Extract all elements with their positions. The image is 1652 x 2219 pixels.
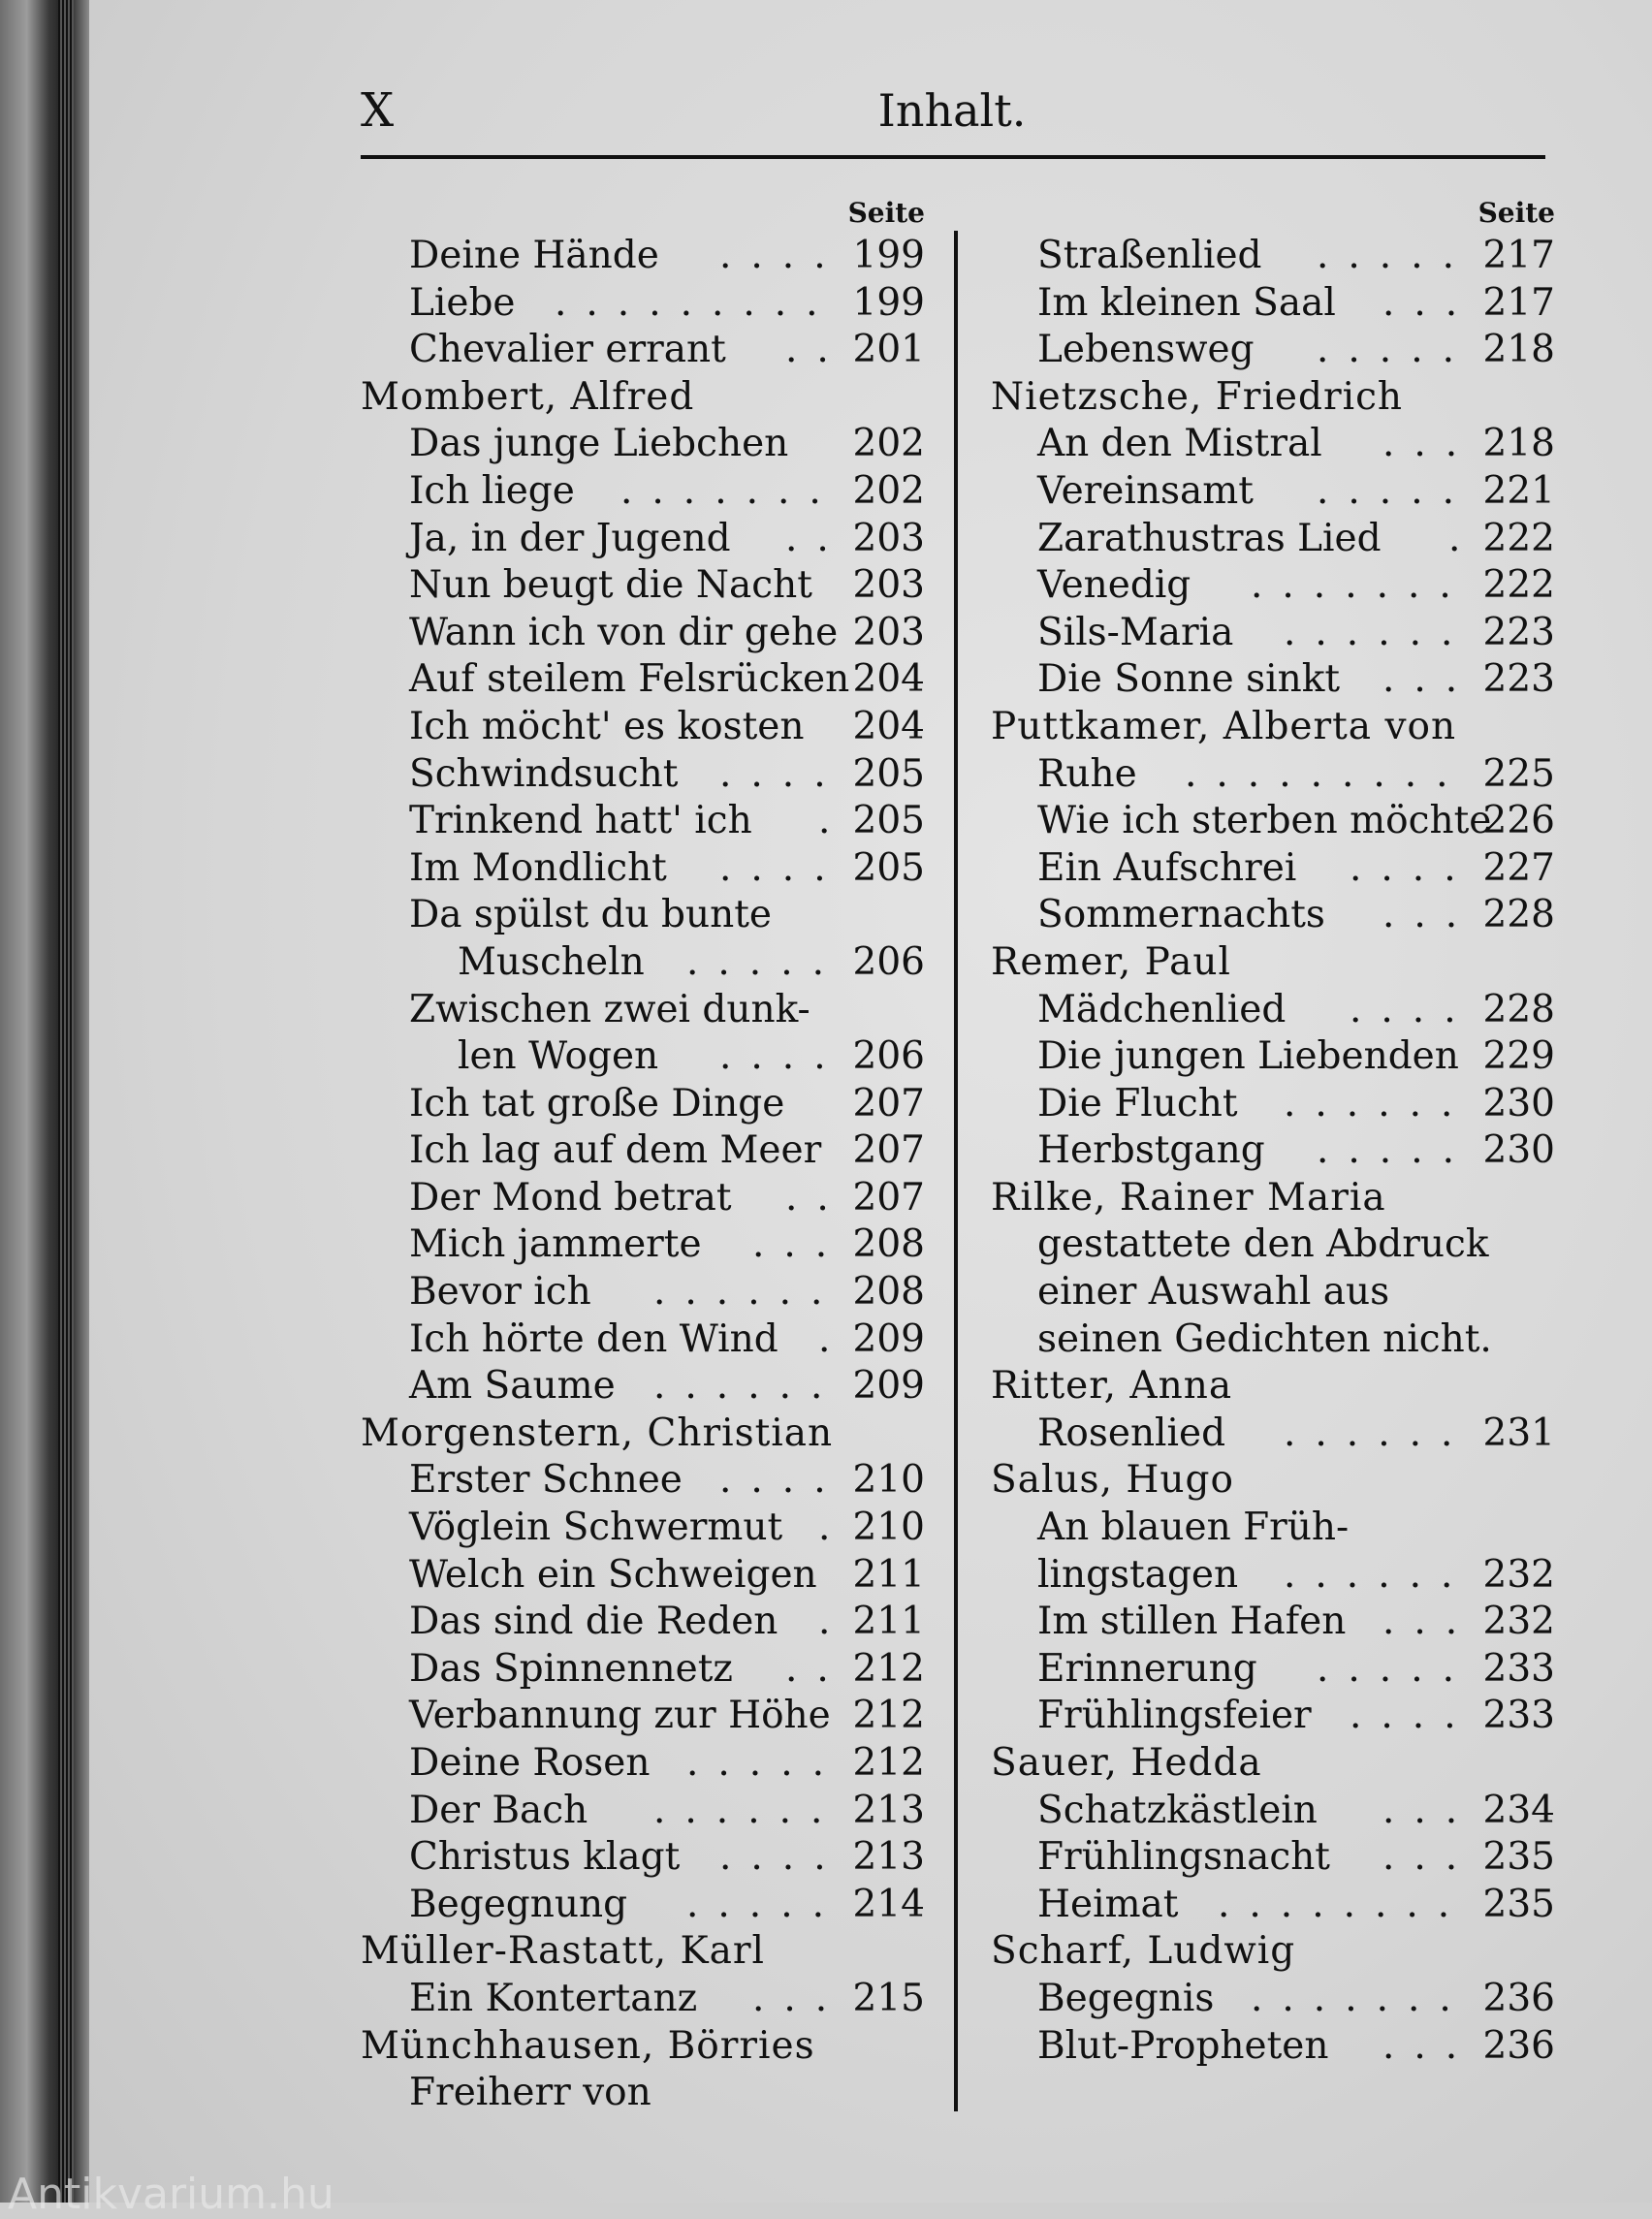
leader-dots: ... xyxy=(1382,657,1477,702)
page-number: 218 xyxy=(1482,328,1555,372)
leader-dots: ... xyxy=(1382,1788,1477,1832)
leader-dots: ...... xyxy=(653,1270,842,1315)
toc-entry xyxy=(991,798,1555,845)
page-number: 210 xyxy=(852,1458,925,1503)
entry-title: Heimat xyxy=(1037,1882,1179,1926)
leader-dots: ......... xyxy=(555,280,838,325)
entry-title: An den Mistral xyxy=(1037,422,1322,466)
toc-entry xyxy=(991,1269,1555,1316)
toc-entry xyxy=(361,987,925,1034)
toc-entry xyxy=(361,1552,925,1600)
entry-title: Lebensweg xyxy=(1037,328,1255,372)
toc-entry xyxy=(361,1269,925,1316)
author-name: Müller-Rastatt, Karl xyxy=(361,1929,765,1974)
page-number: 235 xyxy=(1482,1882,1555,1926)
page-number: 202 xyxy=(852,422,925,466)
toc-entry xyxy=(991,1834,1555,1882)
leader-dots: ... xyxy=(752,1222,847,1267)
right-column xyxy=(991,194,1555,2070)
page-number: 207 xyxy=(852,1081,925,1125)
leader-dots: .... xyxy=(719,1458,845,1503)
page-number: 231 xyxy=(1482,1411,1555,1455)
entry-title: Schwindsucht xyxy=(409,751,679,796)
page-number: 233 xyxy=(1482,1694,1555,1738)
entry-title: Straßenlied xyxy=(1037,234,1262,277)
leader-dots: ..... xyxy=(686,1882,843,1926)
toc-entry xyxy=(361,562,925,610)
toc-entry xyxy=(991,2023,1555,2071)
entry-title: Venedig xyxy=(1037,563,1191,608)
page-number: 228 xyxy=(1482,987,1555,1031)
leader-dots: ...... xyxy=(1284,1552,1473,1597)
leader-dots: ... xyxy=(1382,2023,1477,2068)
toc-entry xyxy=(361,1316,925,1364)
toc-entry xyxy=(361,1976,925,2023)
toc-entry xyxy=(991,562,1555,610)
toc-entry xyxy=(361,1693,925,1740)
page-number: 222 xyxy=(1482,563,1555,608)
page-number: 235 xyxy=(1482,1835,1555,1880)
page-number: 203 xyxy=(852,563,925,608)
entry-title: Blut-Propheten xyxy=(1037,2023,1329,2068)
toc-entry xyxy=(361,1127,925,1175)
toc-entry xyxy=(361,468,925,516)
toc-entry xyxy=(991,751,1555,799)
entry-title: Vereinsamt xyxy=(1037,468,1254,513)
leader-dots: ....... xyxy=(620,468,841,513)
leader-dots: ......... xyxy=(1185,751,1468,796)
entry-title: Zwischen zwei dunk- xyxy=(409,987,810,1031)
entry-title: Liebe xyxy=(409,280,516,325)
entry-title: Ein Kontertanz xyxy=(409,1976,698,2020)
toc-author xyxy=(991,704,1555,751)
page-number: 212 xyxy=(852,1741,925,1785)
toc-entry xyxy=(361,1788,925,1835)
entry-title: An blauen Früh- xyxy=(1037,1506,1350,1550)
toc-entry xyxy=(361,1599,925,1646)
toc-author xyxy=(361,1411,925,1458)
entry-title: Herbstgang xyxy=(1037,1128,1265,1173)
toc-entry xyxy=(991,1646,1555,1694)
page-number: 218 xyxy=(1482,422,1555,466)
page-number: 221 xyxy=(1482,468,1555,513)
entry-title: Begegnis xyxy=(1037,1976,1215,2020)
toc-entry xyxy=(361,798,925,845)
page-number: 206 xyxy=(852,939,925,984)
leader-dots: . xyxy=(818,1506,850,1550)
watermark: Antikvarium.hu xyxy=(8,2170,334,2219)
leader-dots: ..... xyxy=(1317,1128,1474,1173)
toc-entry xyxy=(991,516,1555,563)
author-name: Remer, Paul xyxy=(991,939,1231,984)
entry-title: Ja, in der Jugend xyxy=(409,516,731,560)
entry-title: Ich liege xyxy=(409,468,575,513)
page-number: 204 xyxy=(852,704,925,748)
page-number: 205 xyxy=(852,845,925,890)
leader-dots: ... xyxy=(1382,893,1477,937)
entry-title: Freiherr von xyxy=(409,2071,651,2115)
page-number: 208 xyxy=(852,1222,925,1267)
toc-entry xyxy=(991,1693,1555,1740)
leader-dots: ...... xyxy=(1284,1411,1473,1455)
leader-dots: ....... xyxy=(1251,563,1471,608)
running-title: Inhalt. xyxy=(877,84,1027,137)
entry-title: Die jungen Liebenden xyxy=(1037,1034,1459,1079)
leader-dots: ... xyxy=(1382,1835,1477,1880)
leader-dots: .... xyxy=(1350,845,1476,890)
leader-dots: ....... xyxy=(1251,1976,1471,2020)
author-name: Salus, Hugo xyxy=(991,1458,1234,1503)
page-number: 205 xyxy=(852,799,925,843)
entry-title: Ruhe xyxy=(1037,751,1137,796)
entry-title: Im Mondlicht xyxy=(409,845,667,890)
entry-title: Muscheln xyxy=(458,939,645,984)
toc-entry xyxy=(361,892,925,939)
entry-title: Der Mond betrat xyxy=(409,1175,732,1220)
toc-entry xyxy=(991,987,1555,1034)
leader-dots: .... xyxy=(1350,987,1476,1031)
page-number: 232 xyxy=(1482,1552,1555,1597)
entry-title: Deine Hände xyxy=(409,234,659,277)
toc-entry xyxy=(361,1646,925,1694)
toc-entry xyxy=(991,1316,1555,1364)
toc-entry xyxy=(991,610,1555,657)
page-number: 202 xyxy=(852,468,925,513)
entry-title: Das sind die Reden xyxy=(409,1600,778,1644)
toc-entry xyxy=(991,656,1555,704)
toc-entry xyxy=(991,1411,1555,1458)
seite-label: Seite xyxy=(847,197,925,229)
leader-dots: .. xyxy=(785,516,848,560)
entry-title: Die Sonne sinkt xyxy=(1037,657,1341,702)
page-number: 207 xyxy=(852,1128,925,1173)
toc-entry xyxy=(361,233,925,280)
entry-title: Rosenlied xyxy=(1037,1411,1226,1455)
toc-author xyxy=(361,2023,925,2071)
toc-entry xyxy=(361,516,925,563)
entry-title: Chevalier errant xyxy=(409,328,726,372)
column-divider xyxy=(954,231,958,2111)
toc-entry xyxy=(991,1788,1555,1835)
entry-title: Nun beugt die Nacht xyxy=(409,563,812,608)
page-number: 205 xyxy=(852,751,925,796)
toc-author xyxy=(991,1175,1555,1222)
entry-title: Wie ich sterben möchte xyxy=(1037,799,1492,843)
leader-dots: . xyxy=(818,1316,850,1361)
seite-label: Seite xyxy=(1477,197,1555,229)
toc-entry xyxy=(991,421,1555,468)
left-column xyxy=(361,194,925,2117)
page-number: 213 xyxy=(852,1788,925,1832)
entry-title: Im kleinen Saal xyxy=(1037,280,1336,325)
toc-entry xyxy=(991,1552,1555,1600)
leader-dots: ... xyxy=(1382,280,1477,325)
page-number: 227 xyxy=(1482,845,1555,890)
toc-entry xyxy=(361,1834,925,1882)
toc-entry xyxy=(361,327,925,374)
toc-entry xyxy=(991,1976,1555,2023)
author-name: Nietzsche, Friedrich xyxy=(991,374,1404,419)
entry-title: Die Flucht xyxy=(1037,1081,1238,1125)
leader-dots: ..... xyxy=(1317,328,1474,372)
leader-dots: .... xyxy=(1350,1694,1476,1738)
leader-dots: ...... xyxy=(653,1364,842,1409)
toc-entry xyxy=(991,892,1555,939)
author-name: Puttkamer, Alberta von xyxy=(991,704,1457,748)
toc-entry xyxy=(991,1081,1555,1128)
page-number: 204 xyxy=(852,657,925,702)
entry-title: Erster Schnee xyxy=(409,1458,683,1503)
page-number: 206 xyxy=(852,1034,925,1079)
leader-dots: ...... xyxy=(1284,1081,1473,1125)
toc-entry xyxy=(991,1221,1555,1269)
page-number: 199 xyxy=(852,280,925,325)
page-number: 230 xyxy=(1482,1128,1555,1173)
book-spine xyxy=(0,0,89,2203)
page-number: 199 xyxy=(852,234,925,277)
toc-entry xyxy=(361,1457,925,1505)
toc-entry xyxy=(361,280,925,328)
entry-title: Frühlingsnacht xyxy=(1037,1835,1330,1880)
leader-dots: .... xyxy=(719,845,845,890)
author-name: Rilke, Rainer Maria xyxy=(991,1175,1386,1220)
toc-entry xyxy=(361,1363,925,1411)
page-number: 223 xyxy=(1482,657,1555,702)
toc-author xyxy=(361,1928,925,1976)
leader-dots: ..... xyxy=(686,1741,843,1785)
entry-title: Erinnerung xyxy=(1037,1646,1257,1691)
entry-title: Auf steilem Felsrücken xyxy=(409,657,850,702)
leader-dots: ...... xyxy=(653,1788,842,1832)
toc-entry xyxy=(991,280,1555,328)
toc-entry xyxy=(361,1740,925,1788)
author-name: Mombert, Alfred xyxy=(361,374,695,419)
page-number: 211 xyxy=(852,1552,925,1597)
entry-title: einer Auswahl aus xyxy=(1037,1270,1390,1315)
entry-title: Da spülst du bunte xyxy=(409,893,773,937)
page-number: 208 xyxy=(852,1270,925,1315)
leader-dots: .. xyxy=(785,1646,848,1691)
toc-author xyxy=(991,1363,1555,1411)
toc-entry xyxy=(991,1033,1555,1081)
leader-dots: ..... xyxy=(1317,1646,1474,1691)
entry-title: Deine Rosen xyxy=(409,1741,651,1785)
author-name: Sauer, Hedda xyxy=(991,1741,1262,1785)
leader-dots: .. xyxy=(785,328,848,372)
toc-entry xyxy=(361,1882,925,1929)
leader-dots: . xyxy=(818,799,850,843)
page-edges xyxy=(58,0,74,2203)
leader-dots: ... xyxy=(1382,422,1477,466)
toc-entry xyxy=(361,845,925,893)
toc-author xyxy=(991,1740,1555,1788)
page-number: 203 xyxy=(852,516,925,560)
entry-title: Mädchenlied xyxy=(1037,987,1287,1031)
entry-title: Das junge Liebchen xyxy=(409,422,789,466)
page-number: 228 xyxy=(1482,893,1555,937)
page-number: 209 xyxy=(852,1316,925,1361)
page-number: 212 xyxy=(852,1646,925,1691)
entry-title: Verbannung zur Höhe xyxy=(409,1694,831,1738)
toc-entry xyxy=(361,656,925,704)
entry-title: Wann ich von dir gehe xyxy=(409,610,839,654)
toc-entry xyxy=(361,1081,925,1128)
page-number: 232 xyxy=(1482,1600,1555,1644)
page-number: 222 xyxy=(1482,516,1555,560)
leader-dots: .... xyxy=(719,751,845,796)
running-header xyxy=(361,83,1543,138)
entry-title: Am Saume xyxy=(409,1364,616,1409)
author-name: Ritter, Anna xyxy=(991,1364,1233,1409)
page-number: 211 xyxy=(852,1600,925,1644)
entry-title: Ich tat große Dinge xyxy=(409,1081,785,1125)
page-number: 201 xyxy=(852,328,925,372)
entry-title: Der Bach xyxy=(409,1788,588,1832)
page-number: 217 xyxy=(1482,234,1555,277)
toc-entry xyxy=(991,1599,1555,1646)
toc-entry xyxy=(991,468,1555,516)
page-number: 236 xyxy=(1482,1976,1555,2020)
entry-title: lingstagen xyxy=(1037,1552,1239,1597)
toc-entry xyxy=(991,1505,1555,1552)
toc-entry xyxy=(361,1221,925,1269)
leader-dots: . xyxy=(818,1600,850,1644)
page-number: 236 xyxy=(1482,2023,1555,2068)
entry-title: Vöglein Schwermut xyxy=(409,1506,783,1550)
entry-title: Begegnung xyxy=(409,1882,628,1926)
leader-dots: ..... xyxy=(686,939,843,984)
leader-dots: ... xyxy=(752,1976,847,2020)
page-number: 234 xyxy=(1482,1788,1555,1832)
entry-title: Ich hörte den Wind xyxy=(409,1316,778,1361)
leader-dots: .... xyxy=(719,1835,845,1880)
page-number: 229 xyxy=(1482,1034,1555,1079)
page-number: 215 xyxy=(852,1976,925,2020)
toc-entry xyxy=(361,421,925,468)
entry-title: Ich möcht' es kosten xyxy=(409,704,805,748)
page-number: 226 xyxy=(1482,799,1555,843)
entry-title: Christus klagt xyxy=(409,1835,681,1880)
entry-title: Trinkend hatt' ich xyxy=(409,799,752,843)
leader-dots: ..... xyxy=(1317,234,1474,277)
leader-dots: .... xyxy=(719,1034,845,1079)
page-number: 217 xyxy=(1482,280,1555,325)
page-number: 210 xyxy=(852,1506,925,1550)
toc-entry xyxy=(361,1033,925,1081)
leader-dots: .. xyxy=(785,1175,848,1220)
entry-title: Welch ein Schweigen xyxy=(409,1552,817,1597)
toc-entry xyxy=(991,1127,1555,1175)
folio-number: X xyxy=(361,83,395,138)
toc-entry xyxy=(361,751,925,799)
entry-title: Sils-Maria xyxy=(1037,610,1234,654)
entry-title: Sommernachts xyxy=(1037,893,1325,937)
leader-dots: ..... xyxy=(1317,468,1474,513)
entry-title: Frühlingsfeier xyxy=(1037,1694,1312,1738)
entry-title: Im stillen Hafen xyxy=(1037,1600,1347,1644)
toc-entry xyxy=(991,327,1555,374)
toc-entry xyxy=(361,1505,925,1552)
author-name: Münchhausen, Börries xyxy=(361,2023,815,2068)
entry-title: Zarathustras Lied xyxy=(1037,516,1382,560)
page-number: 209 xyxy=(852,1364,925,1409)
header-rule xyxy=(361,155,1545,159)
entry-title: seinen Gedichten nicht. xyxy=(1037,1316,1492,1361)
page-number: 213 xyxy=(852,1835,925,1880)
leader-dots: ........ xyxy=(1218,1882,1470,1926)
toc-entry xyxy=(991,845,1555,893)
toc-entry xyxy=(361,939,925,987)
toc-entry xyxy=(361,1175,925,1222)
toc-author xyxy=(991,1928,1555,1976)
toc-entry xyxy=(361,2070,925,2117)
toc-entry xyxy=(361,610,925,657)
toc-entry xyxy=(991,233,1555,280)
entry-title: Das Spinnennetz xyxy=(409,1646,733,1691)
entry-title: Ich lag auf dem Meer xyxy=(409,1128,822,1173)
page-number: 230 xyxy=(1482,1081,1555,1125)
entry-title: Mich jammerte xyxy=(409,1222,702,1267)
entry-title: Bevor ich xyxy=(409,1270,591,1315)
toc-entry xyxy=(991,1882,1555,1929)
entry-title: len Wogen xyxy=(458,1034,659,1079)
author-name: Morgenstern, Christian xyxy=(361,1411,834,1455)
page-number: 207 xyxy=(852,1175,925,1220)
toc-entry xyxy=(361,704,925,751)
leader-dots: . xyxy=(1448,516,1480,560)
page-number: 225 xyxy=(1482,751,1555,796)
toc-author xyxy=(991,939,1555,987)
toc-author xyxy=(991,1457,1555,1505)
page-number: 233 xyxy=(1482,1646,1555,1691)
entry-title: Ein Aufschrei xyxy=(1037,845,1297,890)
page-number: 214 xyxy=(852,1882,925,1926)
toc-author xyxy=(991,374,1555,422)
leader-dots: ...... xyxy=(1284,610,1473,654)
toc-author xyxy=(361,374,925,422)
page-number: 212 xyxy=(852,1694,925,1738)
author-name: Scharf, Ludwig xyxy=(991,1929,1296,1974)
entry-title: Schatzkästlein xyxy=(1037,1788,1318,1832)
leader-dots: .... xyxy=(719,234,845,277)
page-number: 203 xyxy=(852,610,925,654)
leader-dots: ... xyxy=(1382,1600,1477,1644)
page-number: 223 xyxy=(1482,610,1555,654)
entry-title: gestattete den Abdruck xyxy=(1037,1222,1489,1267)
